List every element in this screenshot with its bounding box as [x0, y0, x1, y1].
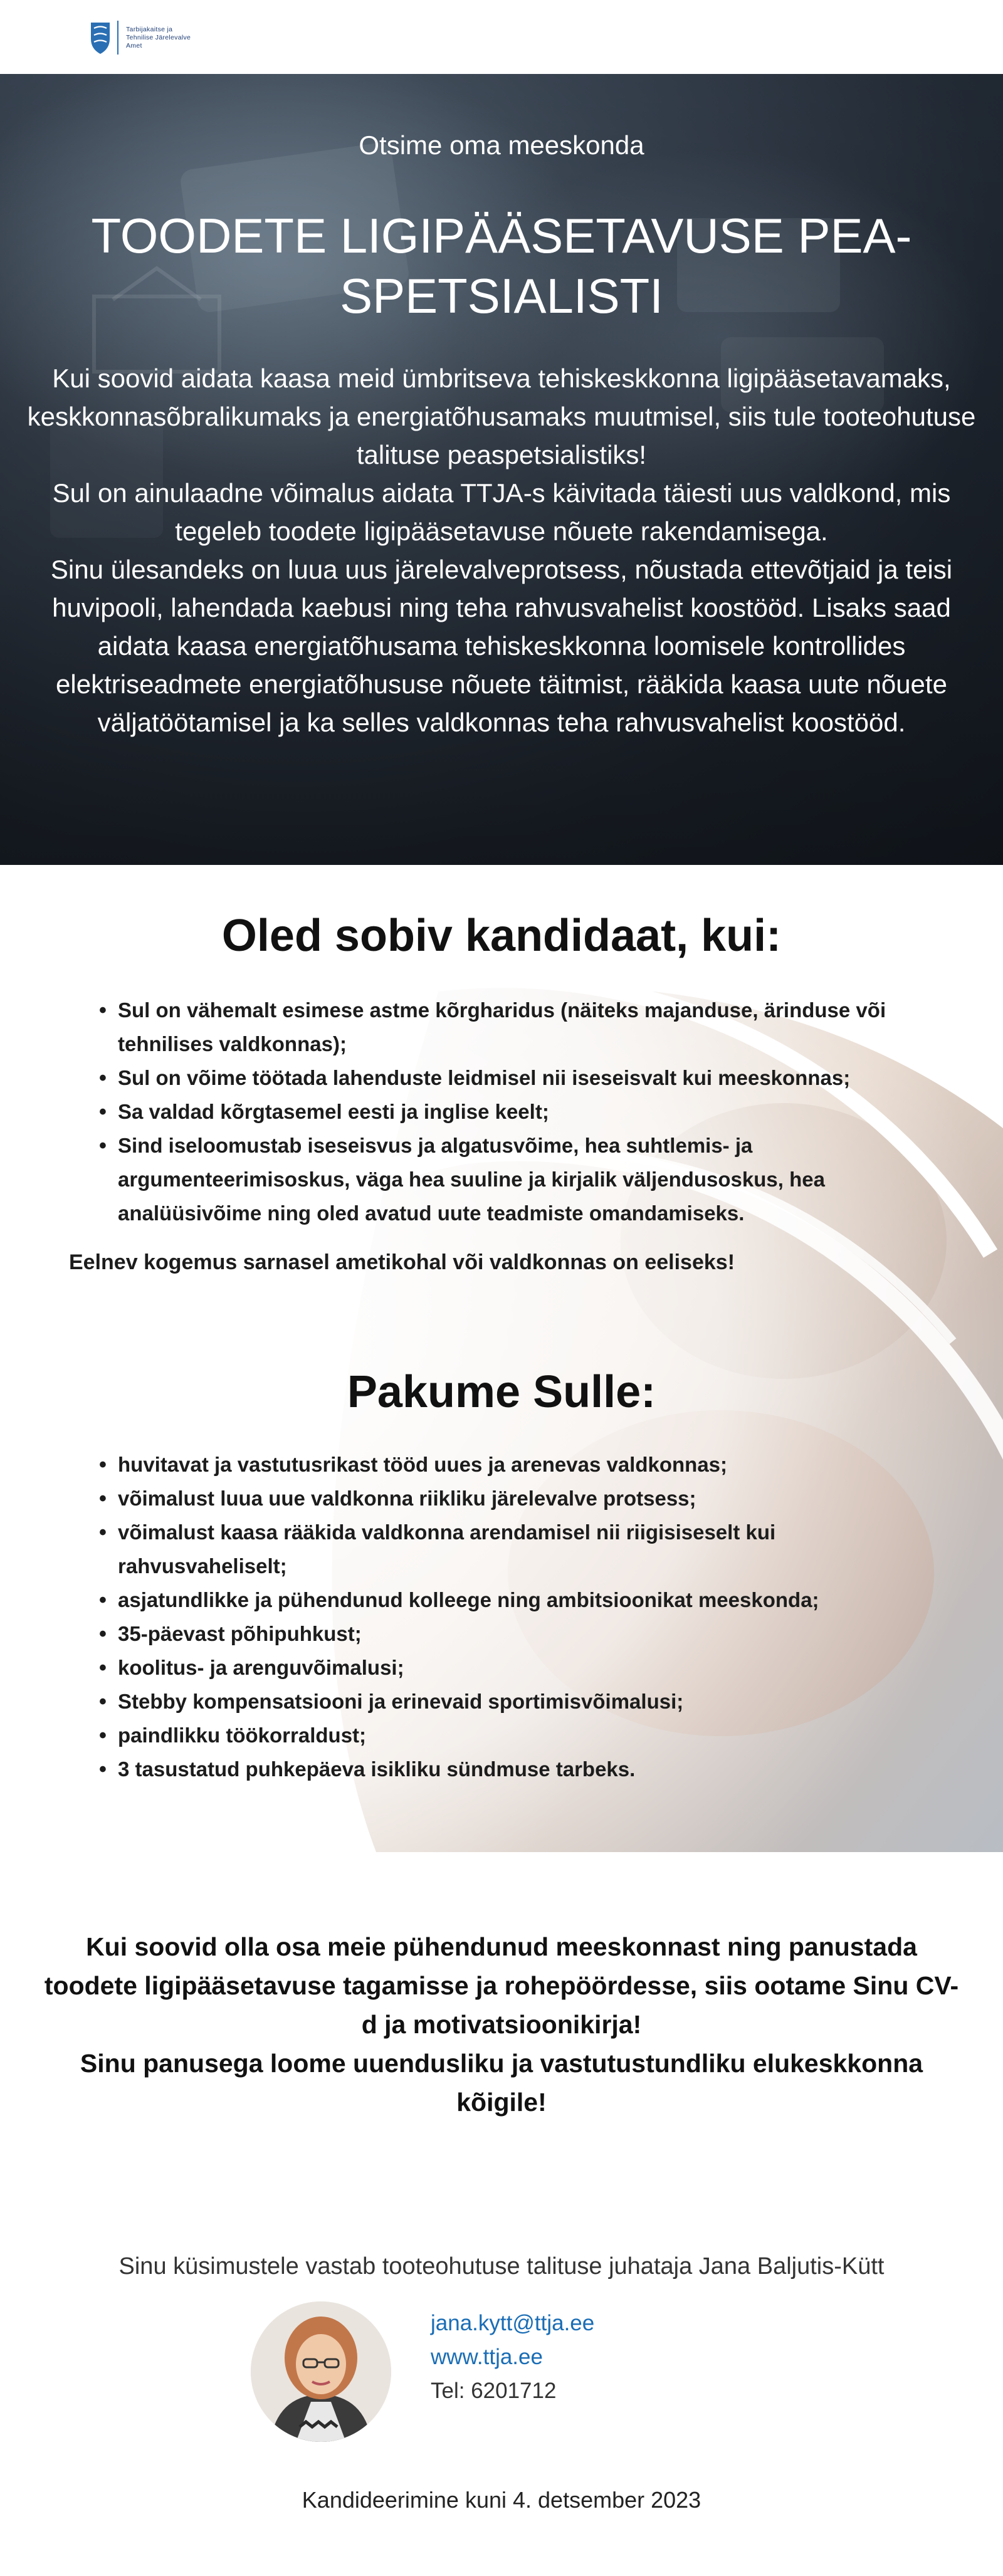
- logo-divider: [117, 21, 118, 55]
- list-item: • võimalust kaasa rääkida valdkonna arendamisel nii riigisiseselt kui rahvusvaheliselt;: [99, 1516, 870, 1583]
- contact-email-link[interactable]: jana.kytt@ttja.ee: [431, 2311, 595, 2335]
- cta-line: Kui soovid olla osa meie pühendunud meeskonnast ning panustada toodete ligipääsetavuse tagamisse ja rohepöördesse, siis ootame Sinu CV-d ja motivatsioonikirja!: [44, 1932, 959, 2039]
- website-link[interactable]: www.ttja.ee: [431, 2345, 543, 2369]
- hero-paragraph: Sinu ülesandeks on luua uus järelevalveprotsess, nõustada ettevõtjaid ja teisi huvipooli, lahendada kaebusi ning teha rahvusvahelist koostööd. Lisaks saad aidata kaasa energiatõhusama tehiskeskkonna loomisele kontrollides elektriseadmete energiatõhususe nõuete täitmist, rääkida kaasa uute nõuete väljatöötamisel ja ka selles valdkonnas teha rahvusvahelist koostööd.: [50, 555, 953, 737]
- experience-note: Eelnev kogemus sarnasel ametikohal või valdkonnas on eeliseks!: [69, 1250, 735, 1274]
- list-item: • võimalust luua uue valdkonna riikliku järelevalve protsess;: [99, 1482, 870, 1516]
- requirements-list: [99, 993, 914, 1230]
- list-item: • asjatundlikke ja pühendunud kolleege ning ambitsioonikat meeskonda;: [99, 1583, 870, 1617]
- hero-eyebrow: Otsime oma meeskonda: [359, 130, 644, 160]
- job-title: TOODETE LIGIPÄÄSETAVUSE PEA-SPETSIALISTI: [91, 208, 912, 323]
- list-item: • huvitavat ja vastutusrikast tööd uues ja arenevas valdkonnas;: [99, 1448, 870, 1482]
- list-item: • 3 tasustatud puhkepäeva isikliku sündmuse tarbeks.: [99, 1752, 870, 1786]
- application-deadline: Kandideerimine kuni 4. detsember 2023: [302, 2487, 701, 2513]
- logo-line: Tarbijakaitse ja: [126, 25, 173, 33]
- list-item: • Sa valdad kõrgtasemel eesti ja inglise keelt;: [99, 1095, 914, 1129]
- contact-details: [431, 2306, 594, 2408]
- hero-description: [25, 359, 978, 741]
- contact-avatar: [251, 2301, 391, 2442]
- ttja-logo[interactable]: [90, 20, 191, 55]
- list-item: • paindlikku töökorraldust;: [99, 1719, 870, 1752]
- contact-phone: Tel: 6201712: [431, 2379, 557, 2403]
- call-to-action: [38, 1927, 965, 2122]
- header: [0, 0, 1003, 74]
- offer-list: [99, 1448, 870, 1786]
- logo-line: Tehnilise Järelevalve: [126, 33, 191, 41]
- list-item: • Sind iseloomustab iseseisvus ja algatusvõime, hea suhtlemis- ja argumenteerimisoskus, väga hea suuline ja kirjalik väljendusoskus, hea analüüsivõime ning oled avatud uute teadmiste omandamiseks.: [99, 1129, 914, 1230]
- contact-intro: Sinu küsimustele vastab tooteohutuse talituse juhataja Jana Baljutis-Kütt: [118, 2253, 885, 2280]
- logo-line: Amet: [126, 41, 142, 50]
- hero-banner: [0, 74, 1003, 865]
- hero-paragraph: Sul on ainulaadne võimalus aidata TTJA-s käivitada täiesti uus valdkond, mis tegeleb toodete ligipääsetavuse nõuete rakendamisega.: [52, 478, 951, 546]
- hero-paragraph: Kui soovid aidata kaasa meid ümbritseva tehiskeskkonna ligipääsetavamaks, keskkonnasõbralikumaks ja energiatõhusamaks muutmisel, siis tule tooteohutuse talituse peaspetsialistiks!: [27, 364, 976, 469]
- requirements-heading: Oled sobiv kandidaat, kui:: [221, 911, 782, 961]
- offer-heading: Pakume Sulle:: [347, 1367, 656, 1417]
- list-item: • Sul on vähemalt esimese astme kõrgharidus (näiteks majanduse, ärinduse või tehnilises valdkonnas);: [99, 993, 914, 1061]
- list-item: • 35-päevast põhipuhkust;: [99, 1617, 870, 1651]
- list-item: • Sul on võime töötada lahenduste leidmisel nii iseseisvalt kui meeskonnas;: [99, 1061, 914, 1095]
- list-item: • Stebby kompensatsiooni ja erinevaid sportimisvõimalusi;: [99, 1685, 870, 1719]
- list-item: • koolitus- ja arenguvõimalusi;: [99, 1651, 870, 1685]
- logo-wordmark: [126, 26, 191, 50]
- cta-line: Sinu panusega loome uuendusliku ja vastutustundliku elukeskkonna kõigile!: [80, 2049, 923, 2117]
- coat-of-arms-icon: [90, 20, 111, 55]
